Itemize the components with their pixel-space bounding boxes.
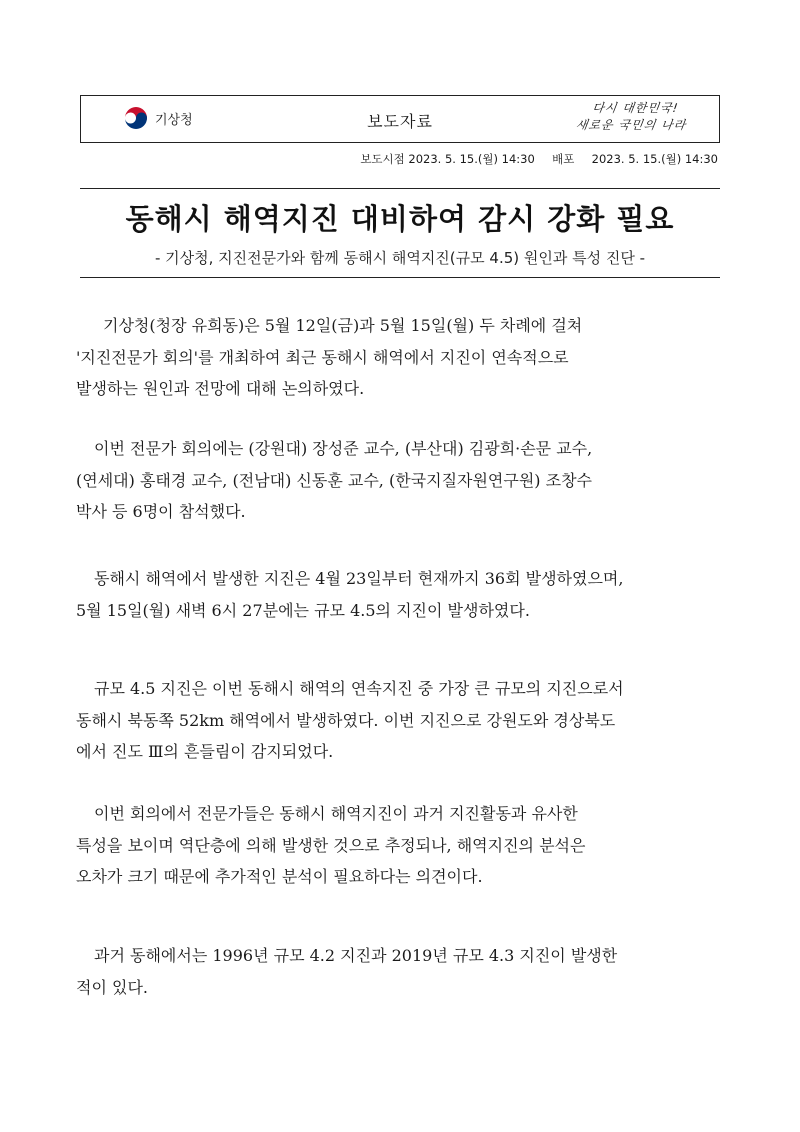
distribution-date: 2023. 5. 15.(월) 14:30 [591, 152, 718, 166]
paragraph-line: 동해시 해역에서 발생한 지진은 4월 23일부터 현재까지 36회 발생하였으며, [94, 569, 624, 588]
logo-text: 기상청 [155, 112, 193, 128]
paragraph-line: 발생하는 원인과 전망에 대해 논의하였다. [76, 379, 365, 398]
release-label: 보도시점 [360, 152, 405, 166]
paragraph-line: 에서 진도 Ⅲ의 흔들림이 감지되었다. [76, 742, 334, 761]
paragraph-line: 규모 4.5 지진은 이번 동해시 해역의 연속지진 중 가장 큰 규모의 지진으로서 [94, 679, 624, 698]
paragraph-line: 박사 등 6명이 참석했다. [76, 502, 246, 521]
header-box [80, 95, 720, 143]
paragraph-line: 특성을 보이며 역단층에 의해 발생한 것으로 추정되나, 해역지진의 분석은 [76, 835, 586, 855]
paragraph-earthquake-count [76, 563, 724, 626]
paragraph-line: 오차가 크기 때문에 추가적인 분석이 필요하다는 의견이다. [76, 867, 483, 886]
document-type-title: 보도자료 [367, 112, 433, 131]
slogan-handwritten [575, 100, 698, 134]
paragraph-participants [76, 433, 724, 528]
paragraph-line: (연세대) 홍태경 교수, (전남대) 신동훈 교수, (한국지질자원연구원) 조창수 [76, 470, 592, 490]
paragraph-line: 5월 15일(월) 새벽 6시 27분에는 규모 4.5의 지진이 발생하였다. [76, 600, 530, 620]
paragraph-line: 이번 전문가 회의에는 (강원대) 장성준 교수, (부산대) 김광희·손문 교수, [94, 439, 593, 458]
release-timing [360, 151, 718, 167]
distribution-label: 배포 [552, 152, 575, 166]
headline-box [80, 188, 720, 278]
slogan-line-1: 다시 대한민국! [591, 101, 680, 115]
paragraph-line: 동해시 북동쪽 52km 해역에서 발생하였다. 이번 지진으로 강원도와 경상북도 [76, 710, 616, 730]
paragraph-line: 이번 회의에서 전문가들은 동해시 해역지진이 과거 지진활동과 유사한 [94, 804, 578, 823]
slogan-line-2: 새로운 국민의 나라 [574, 118, 688, 132]
paragraph-line: 기상청(청장 유희동)은 5월 12일(금)과 5월 15일(월) 두 차례에 걸쳐 [103, 316, 583, 335]
paragraph-meeting-overview [76, 310, 724, 405]
paragraph-magnitude-details [76, 673, 724, 768]
paragraph-expert-opinion [76, 798, 724, 893]
release-date: 2023. 5. 15.(월) 14:30 [408, 152, 535, 166]
paragraph-past-earthquakes [76, 940, 724, 1003]
headline-subtitle: - 기상청, 지진전문가와 함께 동해시 해역지진(규모 4.5) 원인과 특성 진단 - [154, 249, 646, 267]
paragraph-line: 과거 동해에서는 1996년 규모 4.2 지진과 2019년 규모 4.3 지진이 발생한 [94, 946, 618, 965]
paragraph-line: 적이 있다. [76, 977, 148, 997]
paragraph-line: '지진전문가 회의'를 개최하여 최근 동해시 해역에서 지진이 연속적으로 [76, 347, 569, 367]
headline-title: 동해시 해역지진 대비하여 감시 강화 필요 [125, 202, 675, 236]
